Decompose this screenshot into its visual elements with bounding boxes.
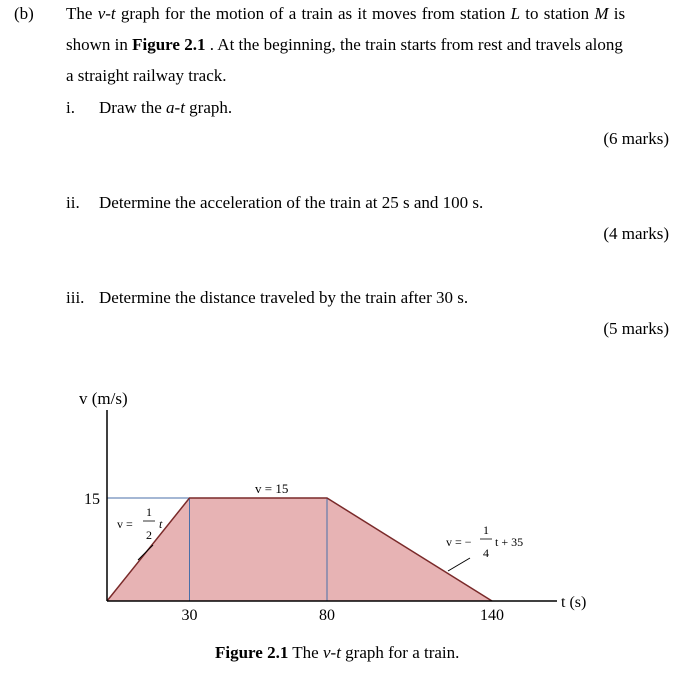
x-tick-label: 30 [181,607,198,624]
x-axis-label: t (s) [561,594,587,611]
item-ii-text: Determine the acceleration of the train at 25 s and 100 s. [99,193,484,212]
annotation-v-quarter-den: 4 [483,546,489,560]
question-line-2: shown in Figure 2.1 . At the beginning, the train starts from rest and travels along [66,35,623,54]
x-tick-label: 140 [480,607,504,624]
annotation-v-half-t-den: 2 [146,528,152,542]
annotation-v-quarter-rest: t + 35 [495,535,524,549]
annotation-v-quarter-num: 1 [483,523,489,537]
annotation-v-half-t-num: 1 [146,505,152,519]
y-axis-label: v (m/s) [79,389,128,408]
question-line-1: The v-t graph for the motion of a train as it moves from station L to station M is [66,4,626,23]
annotation-v-quarter-lhs: v = − [446,535,472,549]
annotation-v-quarter-pointer [448,558,470,571]
item-iii-marks: (5 marks) [603,319,669,338]
x-tick-label: 80 [319,607,335,624]
item-i-number: i. [66,98,75,117]
item-iii-text: Determine the distance traveled by the train after 30 s. [99,288,469,307]
item-ii-number: ii. [66,193,80,212]
annotation-v-half-t-var: t [159,517,163,531]
item-iii-number: iii. [66,288,85,307]
figure-caption: Figure 2.1 The v-t graph for a train. [215,643,460,662]
part-label: (b) [14,4,34,23]
item-i-marks: (6 marks) [603,129,669,148]
velocity-area [107,498,492,601]
annotation-v-half-t-lhs: v = [117,517,133,531]
annotation-v15: v = 15 [255,481,289,496]
item-i-text: Draw the a-t graph. [99,98,233,117]
y-tick-label: 15 [84,491,100,508]
question-line-3: a straight railway track. [66,66,227,85]
item-ii-marks: (4 marks) [603,224,669,243]
